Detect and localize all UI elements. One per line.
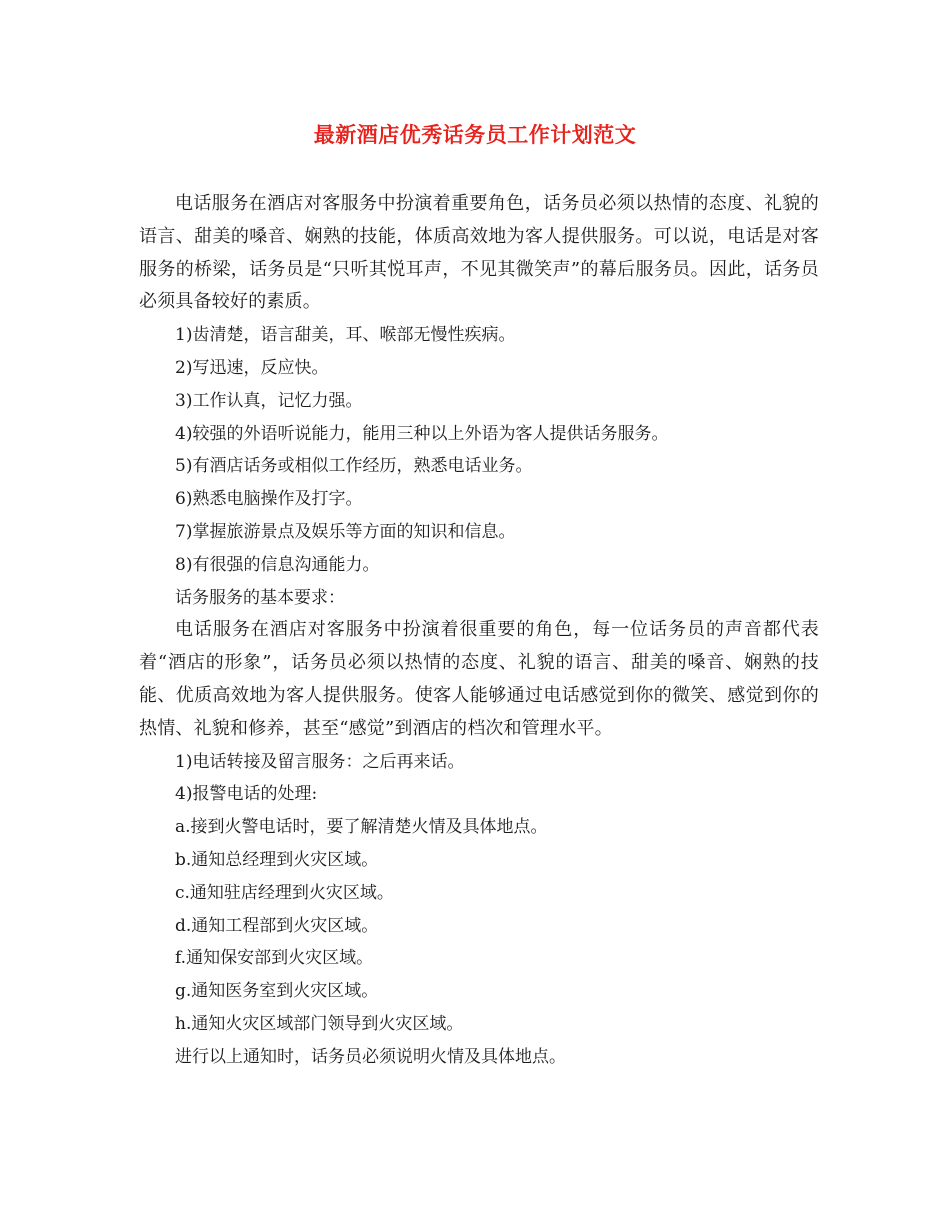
quality-item: 2)写迅速，反应快。	[175, 357, 329, 378]
requirements-paragraph: 电话服务在酒店对客服务中扮演着很重要的角色，每一位话务员的声音都代表着“酒店的形象”，话务员必须以热情的态度、礼貌的语言、甜美的嗓音、娴熟的技能、优质高效地为客人提供服务。使客人能够通过电话感觉到你的微笑、感觉到你的热情、礼貌和修养，甚至“感觉”到酒店的档次和管理水平。	[139, 619, 819, 739]
quality-item: 6)熟悉电脑操作及打字。	[175, 489, 363, 510]
alarm-step: f.通知保安部到火灾区域。	[175, 948, 374, 969]
alarm-step: d.通知工程部到火灾区域。	[175, 915, 379, 936]
alarm-step: a.接到火警电话时，要了解清楚火情及具体地点。	[175, 817, 548, 838]
service-item: 1)电话转接及留言服务：之后再来话。	[175, 751, 465, 772]
alarm-step: h.通知火灾区域部门领导到火灾区域。	[175, 1013, 464, 1034]
qualities-list	[139, 319, 819, 581]
document-body	[139, 188, 819, 1074]
alarm-heading: 4)报警电话的处理:	[175, 784, 318, 805]
alarm-step: c.通知驻店经理到火灾区域。	[175, 882, 394, 903]
quality-item: 4)较强的外语听说能力，能用三种以上外语为客人提供话务服务。	[175, 423, 669, 444]
quality-item: 3)工作认真，记忆力强。	[175, 390, 363, 411]
intro-paragraph: 电话服务在酒店对客服务中扮演着重要角色，话务员必须以热情的态度、礼貌的语言、甜美的嗓音、娴熟的技能，体质高效地为客人提供服务。可以说，电话是对客服务的桥梁，话务员是“只听其悦耳声，不见其微笑声”的幕后服务员。因此，话务员必须具备较好的素质。	[139, 193, 819, 313]
requirements-heading: 话务服务的基本要求：	[175, 587, 345, 608]
alarm-steps-list	[139, 811, 819, 1041]
alarm-step: b.通知总经理到火灾区域。	[175, 849, 379, 870]
closing-line: 进行以上通知时，话务员必须说明火情及具体地点。	[175, 1046, 566, 1067]
quality-item: 1)齿清楚，语言甜美，耳、喉部无慢性疾病。	[175, 325, 516, 346]
document-title: 最新酒店优秀话务员工作计划范文	[313, 122, 637, 147]
quality-item: 8)有很强的信息沟通能力。	[175, 554, 380, 575]
quality-item: 7)掌握旅游景点及娱乐等方面的知识和信息。	[175, 521, 516, 542]
quality-item: 5)有酒店话务或相似工作经历，熟悉电话业务。	[175, 456, 533, 477]
alarm-step: g.通知医务室到火灾区域。	[175, 981, 379, 1002]
